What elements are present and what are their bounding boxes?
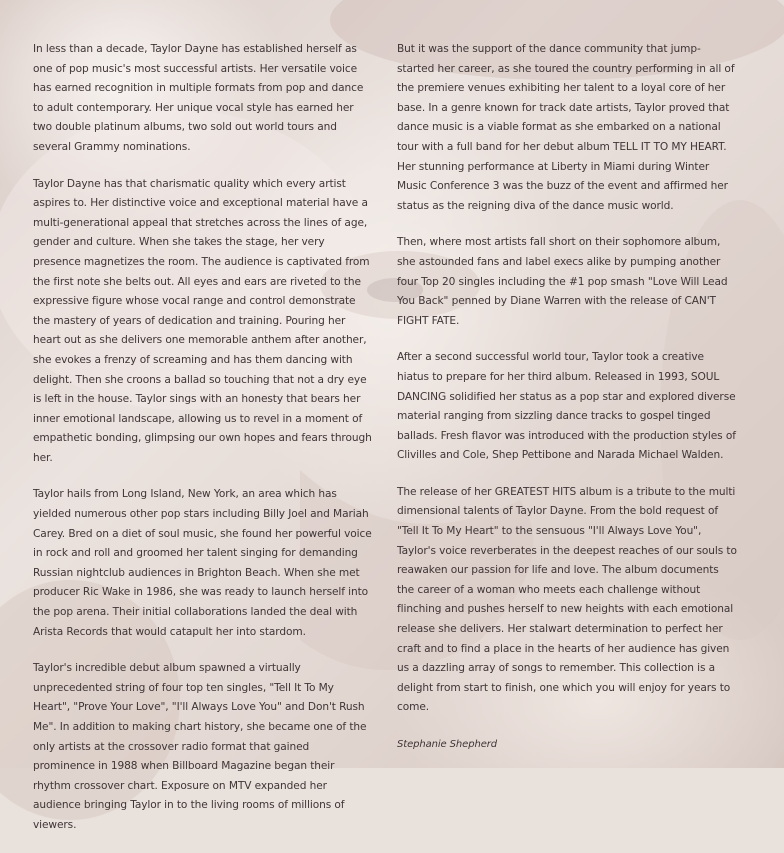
paragraph-debut-album: Taylor's incredible debut album spawned a virtually unprecedented string of four top ten singles, "Tell It To My Heart", "Prove Your Love", "I'll Always Love You" and Don't Rush Me". In addition to making chart history, she became one of the only artists at the crossover radio format that gained prominence in 1988 when Billboard Magazine began their rhythm crossover chart. Exposure on MTV expanded her audience bringing Taylor in to the living rooms of millions of viewers. (33, 662, 367, 831)
paragraph-intro: In less than a decade, Taylor Dayne has established herself as one of pop music's most successful artists. Her versatile voice has earned recognition in multiple formats from pop and dance to adult contemporary. Her unique vocal style has earned her two double platinum albums, two sold out world tours and several Grammy nominations. (33, 43, 364, 153)
right-text-column (397, 40, 737, 755)
left-text-column (33, 40, 373, 853)
author-signature: Stephanie Shepherd (397, 739, 498, 750)
paragraph-sophomore-album: Then, where most artists fall short on their sophomore album, she astounded fans and label execs alike by pumping another four Top 20 singles including the #1 pop smash "Love Will Lead You Back" penned by Diane Warren with the release of CAN'T FIGHT FATE. (397, 236, 728, 327)
paragraph-charisma: Taylor Dayne has that charismatic quality which every artist aspires to. Her distinctive voice and exceptional material have a multi-generational appeal that stretches across the lines of age, gender and culture. When she takes the stage, her very presence magnetizes the room. The audience is captivated from the first note she belts out. All eyes and ears are riveted to the expressive figure whose vocal range and control demonstrate the mastery of years of dedication and training. Pouring her heart out as she delivers one memorable anthem after another, she evokes a frenzy of screaming and has them dancing with delight. Then she croons a ballad so touching that not a dry eye is left in the house. Taylor sings with an honesty that bears her inner emotional landscape, allowing us to revel in a moment of empathetic bonding, glimpsing our own hopes and fears through her. (33, 177, 372, 464)
paragraph-origins: Taylor hails from Long Island, New York, an area which has yielded numerous other pop stars including Billy Joel and Mariah Carey. Bred on a diet of soul music, she found her powerful voice in rock and roll and groomed her talent singing for demanding Russian nightclub audiences in Brighton Beach. When she met producer Ric Wake in 1986, she was ready to launch herself into the pop arena. Their initial collaborations landed the deal with Arista Records that would catapult her into stardom. (33, 488, 372, 638)
paragraph-third-album: After a second successful world tour, Taylor took a creative hiatus to prepare for her third album. Released in 1993, SOUL DANCING solidified her status as a pop star and explored diverse material ranging from sizzling dance tracks to gospel tinged ballads. Fresh flavor was introduced with the production styles of Clivilles and Cole, Shep Pettibone and Narada Michael Walden. (397, 351, 736, 462)
paragraph-greatest-hits: The release of her GREATEST HITS album is a tribute to the multi dimensional talents of Taylor Dayne. From the bold request of "Tell It To My Heart" to the sensuous "I'll Always Love You", Taylor's voice reverberates in the deepest reaches of our souls to reawaken our passion for life and love. The album documents the career of a woman who meets each challenge without flinching and pushes herself to new heights with each emotional release she delivers. Her stalwart determination to perfect her craft and to find a place in the hearts of her audience has given us a dazzling array of songs to remember. This collection is a delight from start to finish, one which you will enjoy for years to come. (397, 485, 737, 714)
paragraph-dance-community: But it was the support of the dance community that jump-started her career, as she toured the country performing in all of the premiere venues exhibiting her talent to a loyal core of her base. In a genre known for track date artists, Taylor proved that dance music is a viable format as she embarked on a national tour with a full band for her debut album TELL IT TO MY HEART. Her stunning performance at Liberty in Miami during Winter Music Conference 3 was the buzz of the event and affirmed her status as the reigning diva of the dance music world. (397, 43, 735, 212)
